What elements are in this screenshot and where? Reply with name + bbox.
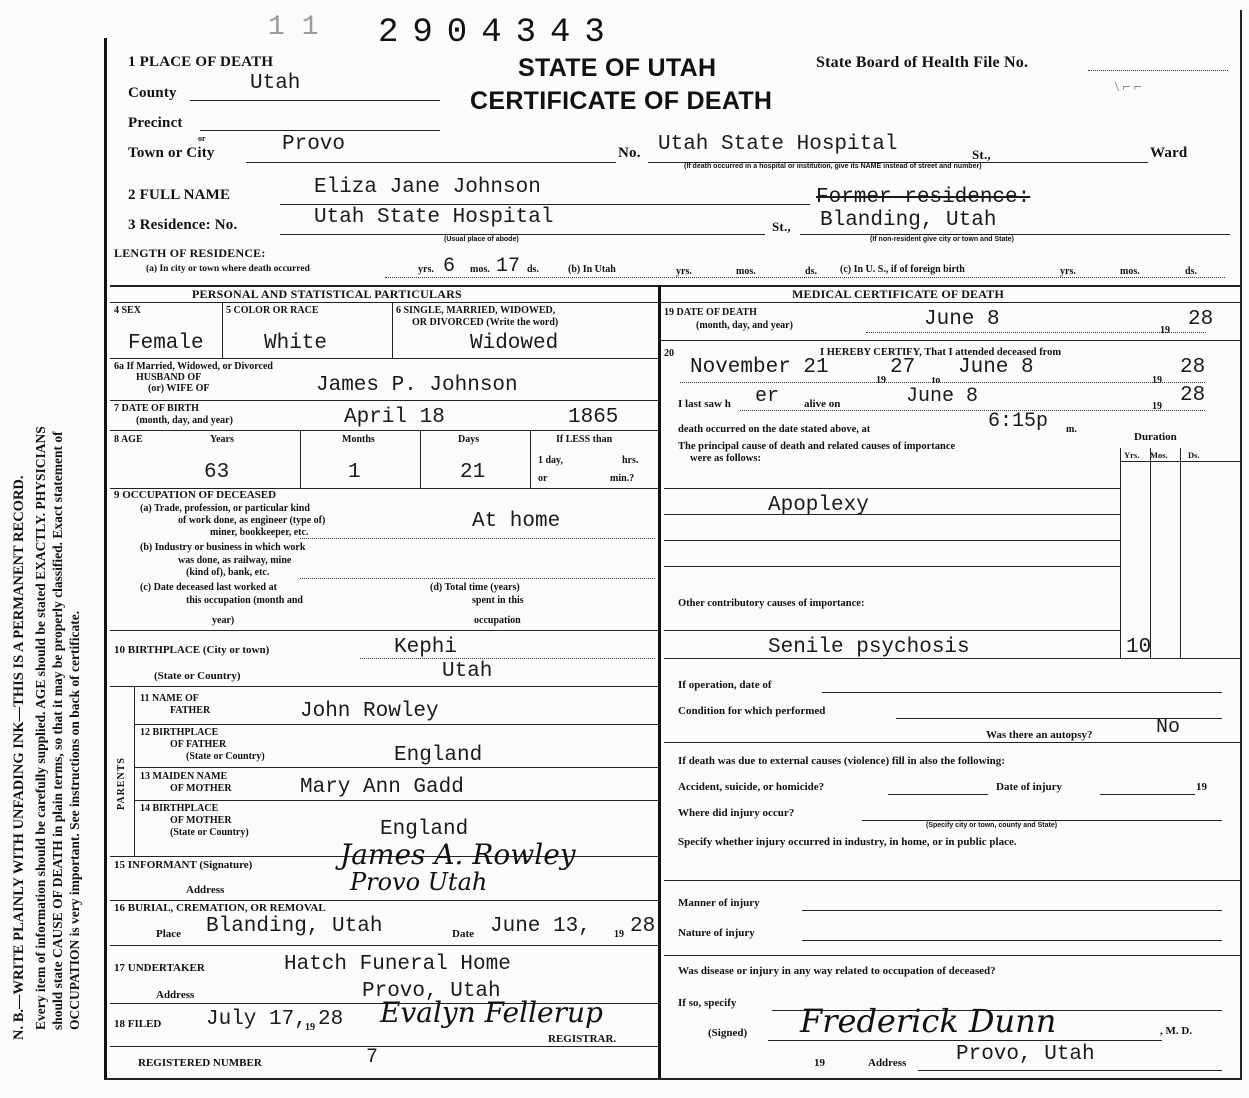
length-b-ds: ds. [805,266,817,277]
contrib-line-2 [664,658,1240,659]
mbirth-label2: OF MOTHER [170,815,232,826]
spouse-label3: (or) WIFE OF [148,383,210,394]
county-value: Utah [250,72,301,95]
father-label2: FATHER [170,705,211,716]
md-label: , M. D. [1160,1025,1193,1037]
side-note-line4: OCCUPATION is very important. See instructions on back of certificate. [67,610,82,1030]
color-label: 5 COLOR OR RACE [226,305,319,316]
dob-line [110,430,658,431]
mother-value: Mary Ann Gadd [300,776,464,799]
dob-value: April 18 [344,406,445,429]
informant-signature: James A. Rowley [340,838,576,871]
hospital-value: Utah State Hospital [658,133,898,156]
length-c-yrs: yrs. [1060,266,1076,277]
contrib-label: Other contributory causes of importance: [678,598,865,609]
residence-line [280,234,765,235]
condition-label: Condition for which performed [678,705,826,717]
title-state: STATE OF UTAH [518,54,717,82]
accident-line [888,794,988,795]
residence-label: 3 Residence: No. [128,217,238,233]
cert-label: 20 [664,348,674,359]
dod-year: 28 [1188,308,1214,331]
mbirth-label1: 14 BIRTHPLACE [140,803,219,814]
residence-value: Utah State Hospital [314,206,554,229]
dob-label2: (month, day, and year) [136,415,233,426]
burial-date-label: Date [452,928,474,940]
sex-value: Female [128,332,204,355]
burial-place: Blanding, Utah [206,915,383,938]
stamp-prefix: 1 1 [268,12,319,43]
length-yrs-value: 6 [443,255,456,278]
occupation-c2: this occupation (month and [186,595,303,606]
center-divider [658,285,661,1078]
length-yrs-label: yrs. [418,264,434,275]
where-note: (Specify city or town, county and State) [926,822,1058,829]
cert-from-year: 27 [890,356,916,379]
months-label: Months [342,434,375,445]
spouse-value: James P. Johnson [316,374,518,397]
industry-line [300,578,655,579]
medical-heading-line [658,302,1240,303]
dod-bottom-line [658,340,1240,341]
injury-date-label: Date of injury [996,781,1062,793]
right-border [1240,10,1242,1080]
alive-label: alive on [804,398,841,410]
birthplace-state: Utah [442,660,493,683]
operation-line [822,692,1222,693]
dob-label1: 7 DATE OF BIRTH [114,403,199,414]
occupation-d2: spent in this [472,595,524,606]
informant-label: 15 INFORMANT (Signature) [114,859,253,871]
dod-year-prefix: 19 [1160,325,1170,336]
occupation-a2: of work done, as engineer (type of) [178,515,326,526]
cause-line-2 [664,514,1120,515]
length-label: LENGTH OF RESIDENCE: [114,246,266,260]
undertaker-address-label: Address [156,989,195,1001]
age-days: 21 [460,461,486,484]
full-name-value: Eliza Jane Johnson [314,176,541,199]
registrar-signature: Evalyn Fellerup [380,996,603,1029]
occupation-d3: occupation [474,615,521,626]
injury-bottom-line [664,955,1240,956]
occupation-b2: was done, as railway, mine [178,555,292,566]
length-c-ds: ds. [1185,266,1197,277]
scribble: \ ⌐ ⌐ [1115,80,1142,95]
parents-side-label: PARENTS [116,757,127,810]
residence-city-line [800,234,1230,235]
occupation-b1: (b) Industry or business in which work [140,542,306,553]
ward-label: Ward [1150,145,1188,161]
informant-address: Provo Utah [350,868,488,896]
undertaker-label: 17 UNDERTAKER [114,962,205,974]
specify-line [664,880,1240,881]
cause-value: Apoplexy [768,494,869,517]
physician-signature: Frederick Dunn [800,1002,1057,1040]
occupation-b3: (kind of), bank, etc. [186,567,270,578]
injury-date-line [1100,794,1195,795]
years-divider [300,430,301,488]
length-ds-label: ds. [527,264,539,275]
length-b: (b) In Utah [568,264,616,275]
former-residence: Former residence: [816,186,1031,209]
burial-date: June 13, [490,915,591,938]
spouse-label2: HUSBAND OF [136,372,202,383]
specify-label: Specify whether injury occurred in industry, in home, or in public place. [678,836,1017,848]
father-label1: 11 NAME OF [140,693,199,704]
length-b-mos: mos. [736,266,756,277]
sign-address: Provo, Utah [956,1043,1095,1066]
signed-line [768,1040,1162,1041]
cert-line [680,382,1205,383]
filed-year-prefix: 19 [305,1022,315,1033]
file-no-label: State Board of Health File No. [816,54,1029,71]
burial-place-label: Place [156,928,182,940]
burial-year-prefix: 19 [614,929,624,940]
left-border [104,38,107,1080]
mbirth-label3: (State or Country) [170,827,249,838]
cert-to-year-prefix: 19 [1152,375,1162,386]
nature-label: Nature of injury [678,927,755,939]
saw-line [740,410,1205,411]
sex-divider [222,302,223,358]
mother-label2: OF MOTHER [170,783,232,794]
occupation-label: 9 OCCUPATION OF DECEASED [114,489,277,501]
min-label: min.? [610,473,635,484]
spouse-line [110,400,658,401]
days-label: Days [458,434,480,445]
age-months: 1 [348,461,361,484]
precinct-line [200,130,440,131]
hrs-label: hrs. [622,455,639,466]
residence-city: Blanding, Utah [820,209,997,232]
or-label: or [198,134,206,143]
full-name-label: 2 FULL NAME [128,187,231,203]
burial-label: 16 BURIAL, CREMATION, OR REMOVAL [114,902,326,914]
occupation-line [300,538,655,539]
nature-line [802,940,1222,941]
where-label: Where did injury occur? [678,807,795,819]
st-label: St., [972,147,991,162]
occupation-c1: (c) Date deceased last worked at [140,582,277,593]
autopsy-value: No [1156,716,1181,739]
day-label: 1 day, [538,455,564,466]
cause-line-3 [664,540,1120,541]
residence-st-label: St., [772,219,791,234]
occupation-a1: (a) Trade, profession, or particular kind [140,503,310,514]
occurred-label: death occurred on the date stated above, at [678,424,871,435]
spouse-label1: 6a If Married, Widowed, or Divorced [114,361,273,372]
occupation-c3: year) [212,615,235,626]
undertaker-value: Hatch Funeral Home [284,953,511,976]
registrar-label: REGISTRAR. [548,1033,617,1045]
dod-value: June 8 [924,308,1000,331]
saw-value: June 8 [906,385,979,408]
informant-line [110,900,658,901]
filed-date: July 17, [206,1008,307,1031]
filed-line [110,1046,658,1047]
undertaker-address: Provo, Utah [362,980,501,1003]
birthplace-state-label: (State or Country) [154,670,241,682]
residence-city-note: (If non-resident give city or town and State) [870,236,1014,243]
place-heading: 1 PLACE OF DEATH [128,54,274,70]
operation-label: If operation, date of [678,679,772,691]
manner-line [802,910,1222,911]
less-label: If LESS than [556,434,613,445]
length-mos-label: mos. [470,264,490,275]
dod-label2: (month, day, and year) [696,320,793,331]
mbirth-value: England [380,818,469,841]
months-divider [420,430,421,488]
occupation-d1: (d) Total time (years) [430,582,520,593]
dob-year: 1865 [568,406,619,429]
cert-to-year: 28 [1180,356,1206,379]
bottom-border [104,1078,1241,1080]
fbirth-value: England [394,744,483,767]
town-label: Town or City [128,145,215,161]
duration-yrs: Yrs. [1124,450,1140,460]
or-min-label: or [538,473,548,484]
birthplace-label: 10 BIRTHPLACE (City or town) [114,644,270,656]
mother-label1: 13 MAIDEN NAME [140,771,228,782]
side-note-line3: should state CAUSE OF DEATH in plain terms, so that it may be properly classified. Exact statement of [50,431,65,1030]
duration-mos: Mos. [1150,450,1168,460]
sex-row-line [110,358,658,359]
accident-label: Accident, suicide, or homicide? [678,781,825,793]
town-value: Provo [282,133,346,156]
county-line [190,100,440,101]
stamp-number: 2904343 [378,14,619,52]
cause-line-4 [664,566,1120,567]
cause-line-1 [664,488,1120,489]
filed-year: 28 [318,1008,344,1031]
cert-to-label: to [932,375,941,386]
length-c-mos: mos. [1120,266,1140,277]
sign-address-label: Address [868,1057,907,1069]
sign-address-line [918,1070,1222,1071]
father-value: John Rowley [300,700,439,723]
medical-heading: MEDICAL CERTIFICATE OF DEATH [792,287,1004,301]
length-b-yrs: yrs. [676,266,692,277]
cert-to: June 8 [958,356,1034,379]
side-note-line2: Every item of information should be carefully supplied. AGE should be stated EXACTLY. PHYSICIANS [33,426,48,1030]
duration-label: Duration [1134,431,1177,443]
saw-label: I last saw h [678,398,731,410]
name-line [280,204,810,205]
fbirth-line [134,767,658,768]
duration-col1 [1120,448,1121,658]
autopsy-label: Was there an autopsy? [986,729,1093,741]
duration-col2 [1150,448,1151,658]
contrib-line-1 [664,630,1120,631]
death-time: 6:15p [988,410,1049,433]
birthplace-bottom-line [110,686,658,687]
no-label: No. [618,145,641,161]
age-label: 8 AGE [114,434,143,445]
marital-value: Widowed [470,332,559,355]
age-years: 63 [204,461,230,484]
occupation-related-label: Was disease or injury in any way related to occupation of deceased? [678,965,996,977]
sign-year-prefix: 19 [814,1057,825,1069]
length-a: (a) In city or town where death occurred [146,264,310,274]
filed-label: 18 FILED [114,1018,162,1030]
sex-label: 4 SEX [114,305,141,316]
length-mos-value: 17 [496,255,521,278]
occupation-value: At home [472,510,561,533]
contrib-value: Senile psychosis [768,636,970,659]
birthplace-city: Kephi [394,636,458,659]
town-line [246,162,616,163]
cause-label2: were as follows: [690,453,761,464]
where-line [862,820,1222,821]
injury-year-prefix: 19 [1196,781,1207,793]
residence-note: (Usual place of abode) [444,236,519,243]
manner-label: Manner of injury [678,897,760,909]
burial-year: 28 [630,915,656,938]
fbirth-label1: 12 BIRTHPLACE [140,727,219,738]
fbirth-label3: (State or Country) [186,751,265,762]
external-label: If death was due to external causes (violence) fill in also the following: [678,755,1005,767]
place-note: (If death occurred in a hospital or institution, give its NAME instead of street and number) [684,163,982,170]
days-divider [530,430,531,488]
burial-line [110,945,658,946]
mother-line [134,800,658,801]
color-value: White [264,332,328,355]
saw-suffix: er [755,385,780,408]
personal-heading: PERSONAL AND STATISTICAL PARTICULARS [192,287,462,301]
marital-label2: OR DIVORCED (Write the word) [412,317,559,328]
m-label: m. [1066,424,1077,435]
years-label: Years [210,434,234,445]
saw-year-prefix: 19 [1152,401,1162,412]
registered-label: REGISTERED NUMBER [138,1057,262,1069]
cause-label1: The principal cause of death and related causes of importance [678,441,956,452]
dod-line [866,332,1206,333]
duration-col3 [1180,448,1181,658]
dod-label1: 19 DATE OF DEATH [664,307,757,318]
father-line [134,724,658,725]
personal-heading-line [110,302,658,303]
informant-address-label: Address [186,884,225,896]
title-certificate: CERTIFICATE OF DEATH [470,87,773,115]
cert-text: I HEREBY CERTIFY, That I attended deceased from [820,347,1062,358]
length-c: (c) In U. S., if of foreign birth [840,264,965,275]
color-divider [392,302,393,358]
contrib-duration: 10 [1126,636,1152,659]
fbirth-label2: OF FATHER [170,739,227,750]
side-note-line1: N. B.—WRITE PLAINLY WITH UNFADING INK—THIS IS A PERMANENT RECORD. [11,475,27,1040]
cert-from-year-prefix: 19 [876,375,886,386]
parents-divider [134,686,135,856]
marital-label1: 6 SINGLE, MARRIED, WIDOWED, [396,305,556,316]
if-so-label: If so, specify [678,997,737,1009]
cert-from: November 21 [690,356,829,379]
occupation-bottom-line [110,630,658,631]
county-label: County [128,85,177,101]
saw-year: 28 [1180,384,1206,407]
registered-value: 7 [366,1046,379,1069]
occupation-a3: miner, bookkeeper, etc. [210,527,309,538]
duration-ds: Ds. [1188,450,1200,460]
autopsy-line [664,742,1240,743]
precinct-label: Precinct [128,115,183,131]
file-no-line [1088,70,1228,71]
signed-label: (Signed) [708,1027,748,1039]
